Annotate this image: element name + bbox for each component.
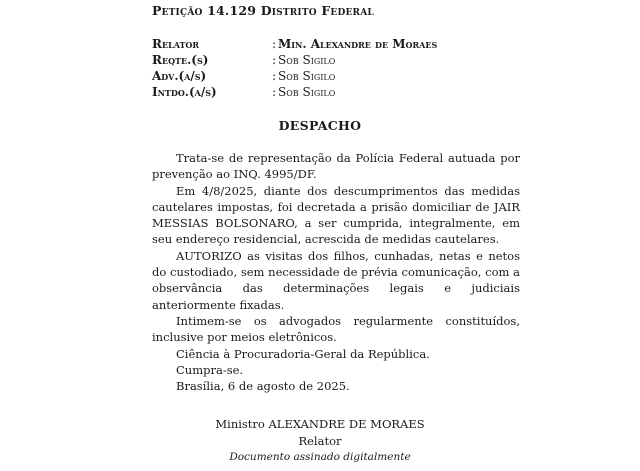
party-value: Sob Sigilo <box>278 85 336 99</box>
signature-role: Relator <box>298 433 342 448</box>
party-colon: : <box>272 69 277 83</box>
paragraph: Intimem-se os advogados regularmente constituídos, inclusive por meios eletrônicos. <box>152 313 520 345</box>
party-label: Intdo.(a/s) <box>152 85 217 99</box>
paragraph: Cumpra-se. <box>176 362 244 377</box>
paragraph: Ciência à Procuradoria-Geral da República. <box>176 346 430 361</box>
document-body <box>152 150 520 394</box>
case-title: Petição 14.129 Distrito Federal <box>152 3 374 18</box>
party-colon: : <box>272 85 277 99</box>
party-label: Relator <box>152 37 200 51</box>
signature-note: Documento assinado digitalmente <box>229 451 411 463</box>
document-heading: DESPACHO <box>278 118 362 133</box>
party-row-intdo <box>152 84 437 100</box>
party-row-adv <box>152 68 437 84</box>
party-value: Min. Alexandre de Moraes <box>278 37 438 51</box>
party-label: Reqte.(s) <box>152 53 209 67</box>
party-colon: : <box>272 53 277 67</box>
signature-name: Ministro ALEXANDRE DE MORAES <box>215 417 425 431</box>
party-label: Adv.(a/s) <box>152 69 207 83</box>
party-colon: : <box>272 37 277 51</box>
signature-block <box>0 416 640 466</box>
paragraph: Em 4/8/2025, diante dos descumprimentos das medidas cautelares impostas, foi decretada a prisão domiciliar de JAIR MESSIAS BOLSONARO, a ser cumprida, integralmente, em seu endereço residencial, acrescida de medidas cautelares. <box>152 183 520 247</box>
parties-block <box>152 36 437 100</box>
paragraph: Trata-se de representação da Polícia Federal autuada por prevenção ao INQ. 4995/DF. <box>152 151 520 182</box>
paragraph: AUTORIZO as visitas dos filhos, cunhadas, netas e netos do custodiado, sem necessidade de prévia comunicação, com a observância das determinações legais e judiciais anteriormente fixadas. <box>152 248 520 312</box>
party-value: Sob Sigilo <box>278 69 336 83</box>
party-row-reqte <box>152 52 437 68</box>
party-value: Sob Sigilo <box>278 53 336 67</box>
date-line: Brasília, 6 de agosto de 2025. <box>176 379 350 394</box>
party-row-relator <box>152 36 437 52</box>
